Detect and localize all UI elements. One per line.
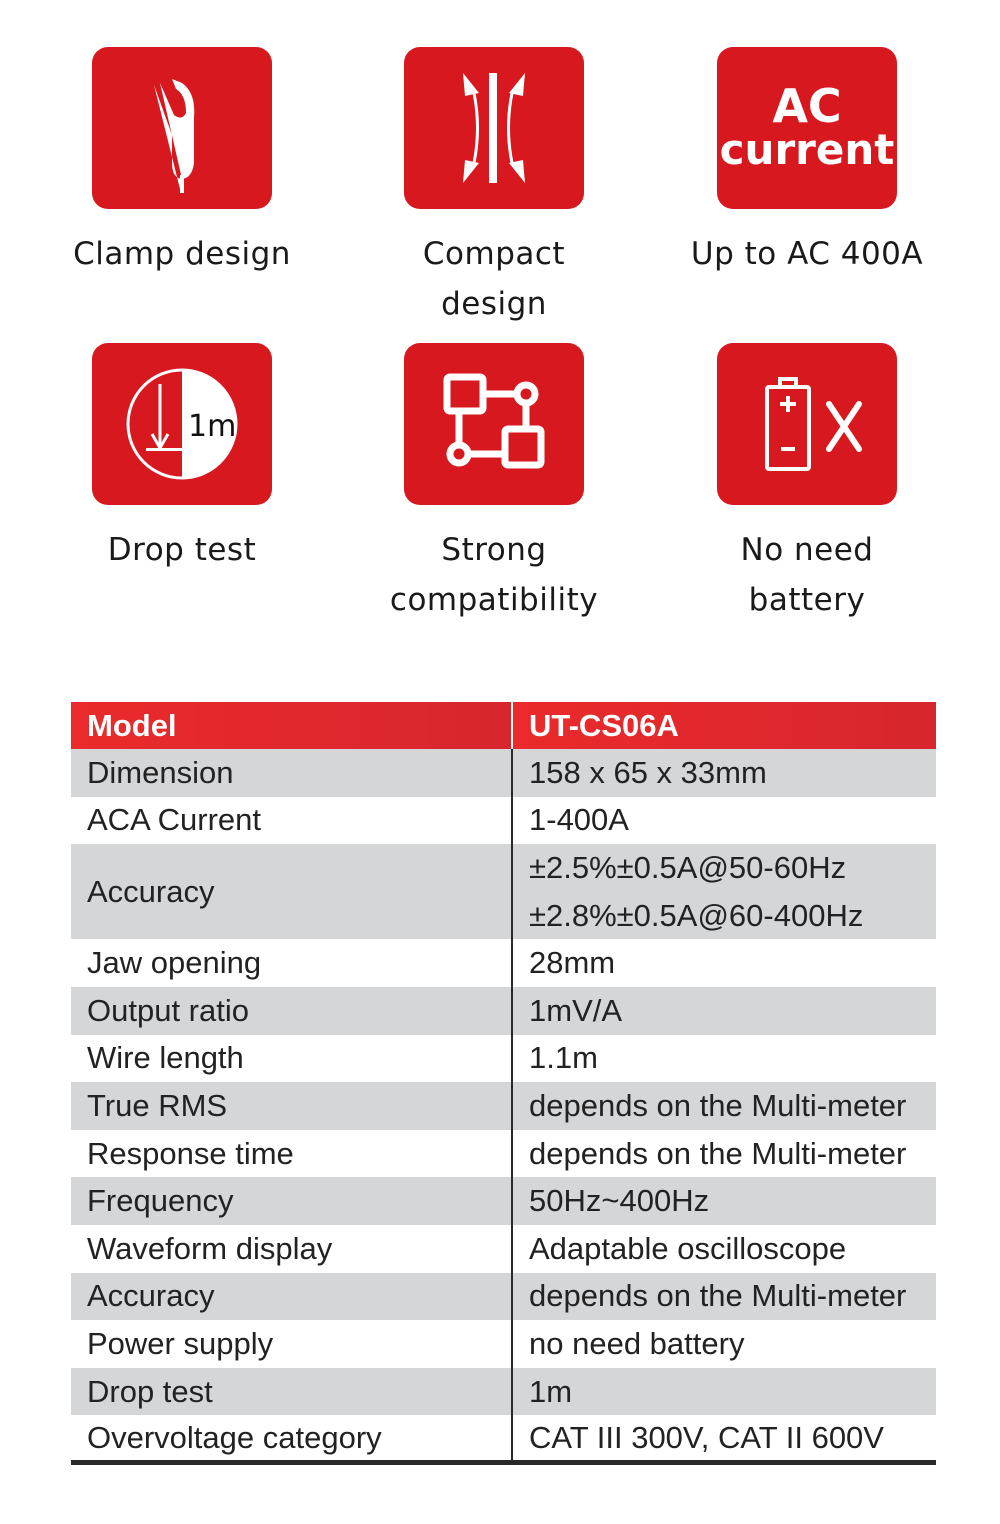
feature-clamp-design: Clamp design <box>32 47 332 279</box>
spec-table <box>71 702 936 1465</box>
table-row: ACA Current 1-400A <box>71 797 936 845</box>
table-row: Output ratio 1mV/A <box>71 987 936 1035</box>
table-row: Wire length 1.1m <box>71 1035 936 1083</box>
feature-ac-current: AC current Up to AC 400A <box>657 47 957 279</box>
compatibility-icon <box>404 343 584 505</box>
ac-current-icon: AC current <box>717 47 897 209</box>
table-header-row <box>71 702 936 749</box>
feature-drop-test: 1m Drop test <box>32 343 332 575</box>
feature-compact-design: Compact design <box>344 47 644 329</box>
clamp-icon <box>92 47 272 209</box>
no-battery-icon <box>717 343 897 505</box>
table-row: Power supply no need battery <box>71 1320 936 1368</box>
table-row: True RMS depends on the Multi-meter <box>71 1082 936 1130</box>
header-model-label: Model <box>71 702 512 749</box>
table-row: Accuracy depends on the Multi-meter <box>71 1273 936 1321</box>
header-model-value: UT-CS06A <box>512 702 936 749</box>
drop-height-text: 1m <box>188 409 237 444</box>
table-row: Jaw opening 28mm <box>71 939 936 987</box>
drop-test-icon <box>92 343 272 505</box>
table-row: Drop test 1m <box>71 1368 936 1416</box>
feature-no-battery: No need battery <box>657 343 957 625</box>
table-row: Response time depends on the Multi-meter <box>71 1130 936 1178</box>
table-row: Dimension 158 x 65 x 33mm <box>71 749 936 797</box>
feature-strong-compatibility: Strong compatibility <box>344 343 644 625</box>
table-row: Accuracy ±2.5%±0.5A@50-60Hz ±2.8%±0.5A@60-400Hz <box>71 844 936 939</box>
table-row: Frequency 50Hz~400Hz <box>71 1177 936 1225</box>
table-row: Waveform display Adaptable oscilloscope <box>71 1225 936 1273</box>
table-row: Overvoltage category CAT III 300V, CAT II 600V <box>71 1415 936 1463</box>
compact-icon <box>404 47 584 209</box>
